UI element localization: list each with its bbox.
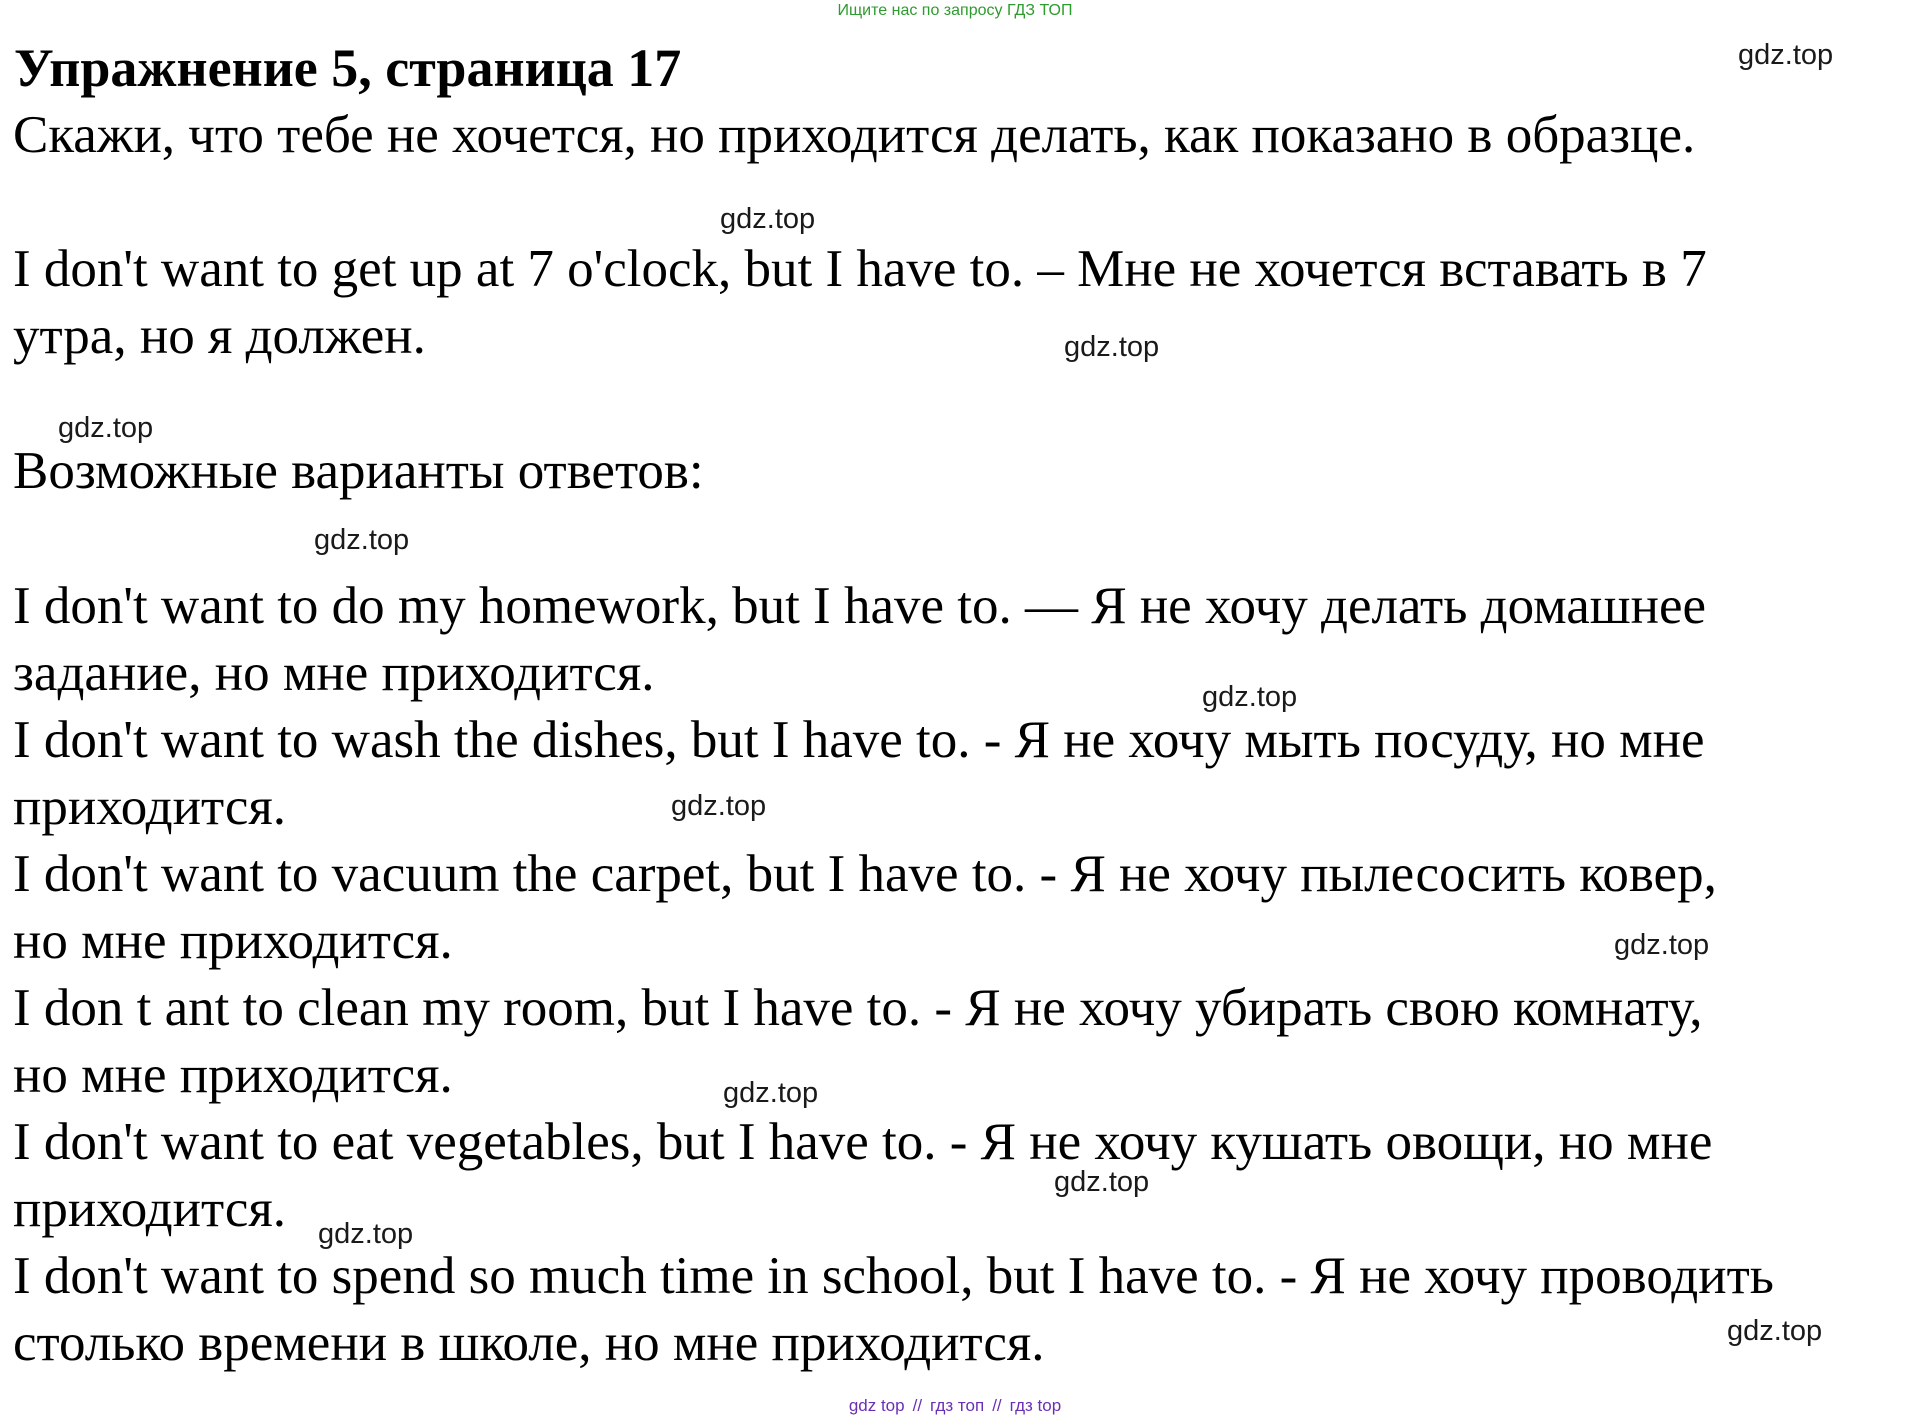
watermark: gdz.top bbox=[1202, 681, 1298, 713]
watermark: gdz.top bbox=[1727, 1315, 1823, 1347]
footer-separator: // bbox=[912, 1396, 923, 1415]
answer-1-line-2: задание, но мне приходится. bbox=[13, 644, 655, 702]
footer-link[interactable]: гдз top bbox=[1009, 1396, 1062, 1415]
watermark: gdz.top bbox=[314, 524, 410, 556]
page-title: Упражнение 5, страница 17 bbox=[14, 38, 682, 98]
answer-6-line-1: I don't want to spend so much time in school, but I have to. - Я не хочу проводить bbox=[13, 1247, 1774, 1305]
answers-heading: Возможные варианты ответов: bbox=[13, 442, 704, 500]
watermark: gdz.top bbox=[723, 1077, 819, 1109]
example-line-2: утра, но я должен. bbox=[13, 307, 426, 365]
top-banner[interactable]: Ищите нас по запросу ГДЗ ТОП bbox=[837, 2, 1073, 19]
footer-link[interactable]: gdz top bbox=[848, 1396, 905, 1415]
answer-5-line-2: приходится. bbox=[13, 1180, 286, 1238]
watermark: gdz.top bbox=[671, 790, 767, 822]
answer-2-line-2: приходится. bbox=[13, 778, 286, 836]
footer-link[interactable]: гдз топ bbox=[930, 1396, 985, 1415]
answer-4-line-2: но мне приходится. bbox=[13, 1046, 453, 1104]
watermark: gdz.top bbox=[1738, 39, 1834, 71]
answer-1-line-1: I don't want to do my homework, but I have to. — Я не хочу делать домашнее bbox=[13, 577, 1707, 635]
answer-3-line-1: I don't want to vacuum the carpet, but I have to. - Я не хочу пылесосить ковер, bbox=[13, 845, 1717, 903]
footer-separator: // bbox=[992, 1396, 1002, 1415]
watermark: gdz.top bbox=[1054, 1166, 1150, 1198]
answer-2-line-1: I don't want to wash the dishes, but I have to. - Я не хочу мыть посуду, но мне bbox=[13, 711, 1705, 769]
example-line-1: I don't want to get up at 7 o'clock, but I have to. – Мне не хочется вставать в 7 bbox=[13, 240, 1707, 298]
answer-6-line-2: столько времени в школе, но мне приходится. bbox=[13, 1314, 1045, 1372]
watermark: gdz.top bbox=[318, 1218, 414, 1250]
watermark: gdz.top bbox=[1614, 929, 1710, 961]
watermark: gdz.top bbox=[58, 412, 154, 444]
instruction-text: Скажи, что тебе не хочется, но приходится делать, как показано в образце. bbox=[13, 106, 1696, 164]
footer-links bbox=[0, 1396, 1910, 1416]
answer-5-line-1: I don't want to eat vegetables, but I have to. - Я не хочу кушать овощи, но мне bbox=[13, 1113, 1713, 1171]
watermark: gdz.top bbox=[720, 203, 816, 235]
answer-3-line-2: но мне приходится. bbox=[13, 912, 453, 970]
watermark: gdz.top bbox=[1064, 331, 1160, 363]
answer-4-line-1: I don t ant to clean my room, but I have to. - Я не хочу убирать свою комнату, bbox=[13, 979, 1703, 1037]
